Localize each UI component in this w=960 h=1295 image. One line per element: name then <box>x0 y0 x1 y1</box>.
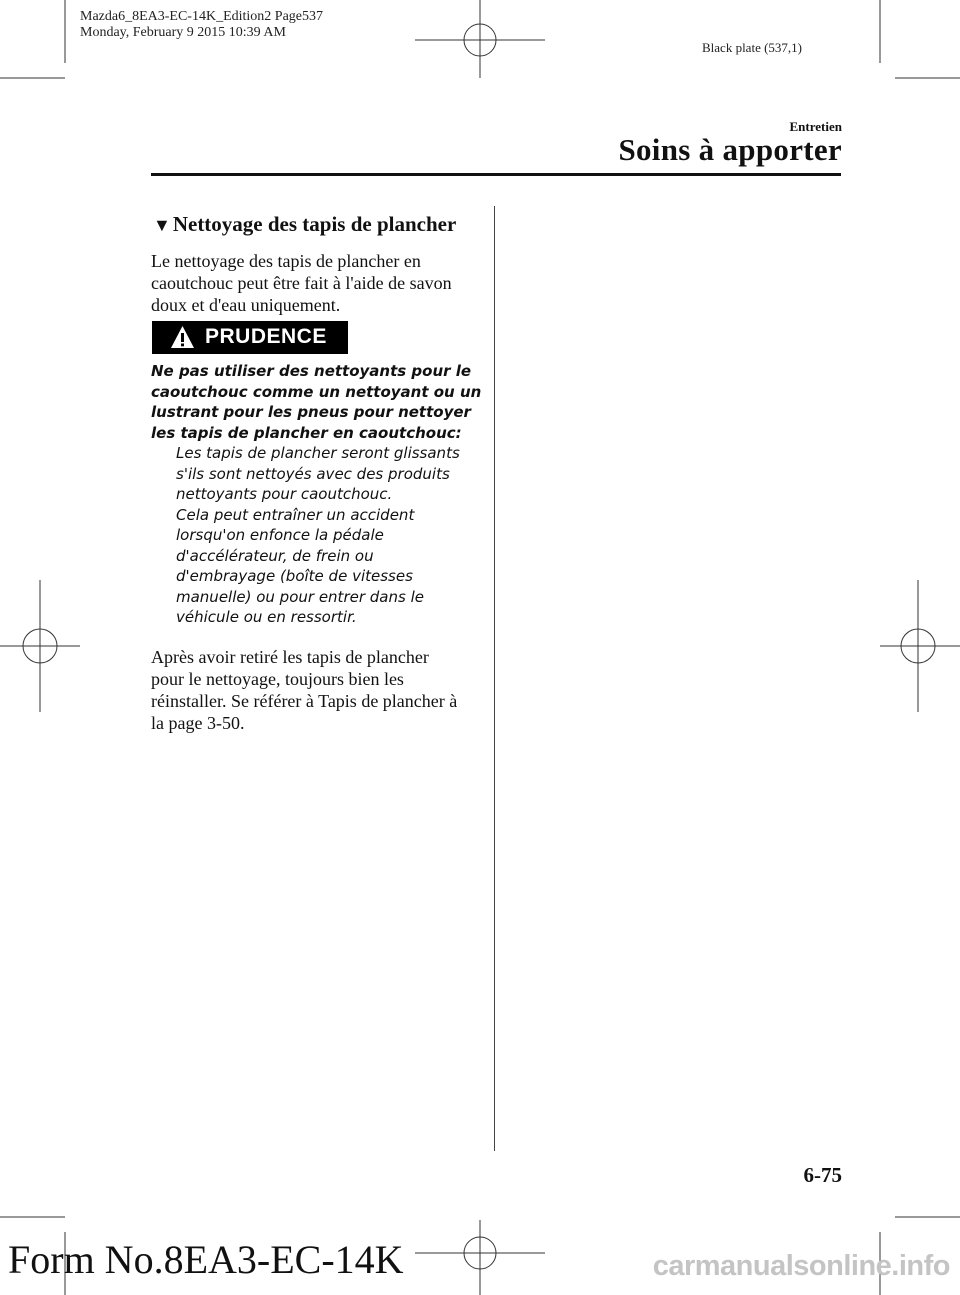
caution-bold-line: lustrant pour les pneus pour nettoyer <box>151 403 471 421</box>
date-info: Monday, February 9 2015 10:39 AM <box>80 25 286 40</box>
watermark: carmanualsonline.info <box>652 1250 950 1282</box>
after-line: Après avoir retiré les tapis de plancher <box>151 647 429 667</box>
registration-mark-left <box>0 580 80 712</box>
section-category: Entretien <box>789 119 842 134</box>
caution-bold-line: Ne pas utiliser des nettoyants pour le <box>151 362 472 380</box>
caution-detail-line: véhicule ou en ressortir. <box>176 608 357 626</box>
caution-banner <box>152 321 348 354</box>
caution-detail-line: Les tapis de plancher seront glissants <box>176 444 460 462</box>
intro-line: Le nettoyage des tapis de plancher en <box>151 251 421 271</box>
caution-detail-line: s'ils sont nettoyés avec des produits <box>176 464 450 483</box>
section-heading <box>153 212 456 237</box>
intro-line: caoutchouc peut être fait à l'aide de savon <box>151 273 452 293</box>
caution-detail-line: d'accélérateur, de frein ou <box>176 546 374 565</box>
caution-detail-line: lorsqu'on enfonce la pédale <box>176 526 384 544</box>
form-number: Form No.8EA3-EC-14K <box>8 1237 404 1282</box>
triangle-marker-icon: ▼ <box>153 215 171 235</box>
heading-text: Nettoyage des tapis de plancher <box>172 212 457 236</box>
caution-label: PRUDENCE <box>205 325 327 348</box>
caution-detail-line: Cela peut entraîner un accident <box>176 505 415 524</box>
after-line: la page 3-50. <box>151 713 245 733</box>
registration-mark-right <box>880 580 960 712</box>
caution-detail <box>176 443 488 628</box>
caution-statement <box>151 361 486 443</box>
file-info: Mazda6_8EA3-EC-14K_Edition2 Page537 <box>80 9 324 24</box>
after-line: réinstaller. Se référer à Tapis de plancher à <box>151 691 458 711</box>
registration-mark-top <box>415 0 545 78</box>
after-line: pour le nettoyage, toujours bien les <box>151 669 404 689</box>
column-divider <box>494 206 495 1151</box>
intro-paragraph <box>151 250 486 316</box>
warning-triangle-icon <box>170 325 195 349</box>
caution-detail-line: manuelle) ou pour entrer dans le <box>176 587 424 606</box>
plate-info: Black plate (537,1) <box>702 40 802 55</box>
page-title: Soins à apporter <box>618 132 842 167</box>
after-paragraph <box>151 646 486 734</box>
caution-bold-line: les tapis de plancher en caoutchouc: <box>151 423 462 442</box>
caution-detail-line: d'embrayage (boîte de vitesses <box>176 567 413 585</box>
page-number: 6-75 <box>803 1163 842 1187</box>
intro-line: doux et d'eau uniquement. <box>151 295 341 315</box>
caution-detail-line: nettoyants pour caoutchouc. <box>176 485 393 503</box>
header-rule <box>151 173 841 176</box>
registration-mark-bottom <box>415 1220 545 1295</box>
caution-bold-line: caoutchouc comme un nettoyant ou un <box>151 382 482 401</box>
